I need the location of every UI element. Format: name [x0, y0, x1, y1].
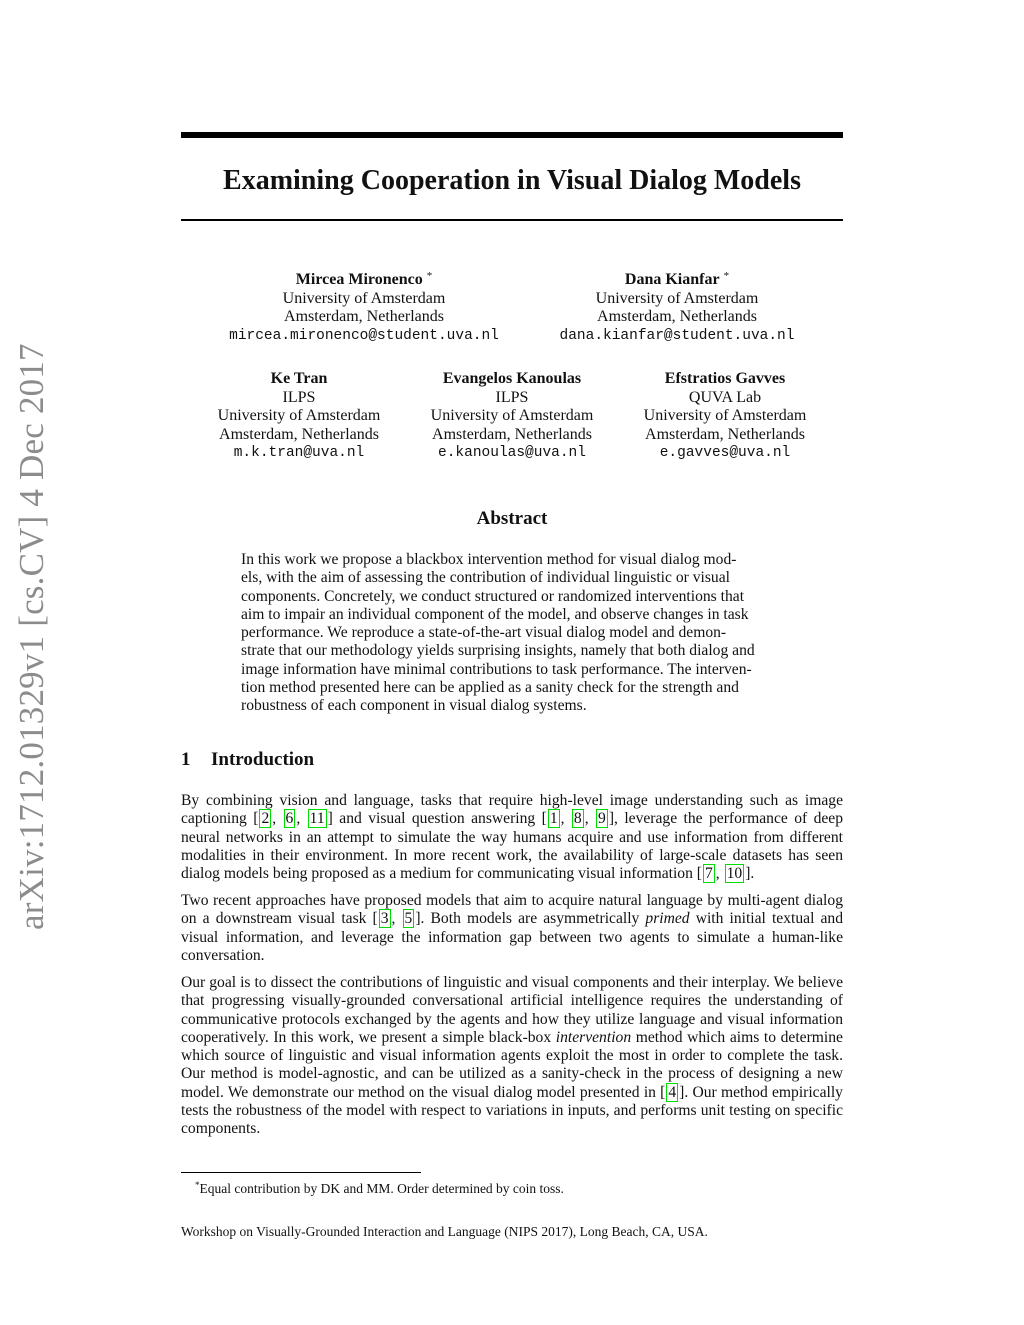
arxiv-identifier: arXiv:1712.01329v1 [cs.CV] 4 Dec 2017: [12, 343, 51, 930]
abstract-line: components. Concretely, we conduct structured or randomized interventions that: [241, 587, 745, 605]
author-email[interactable]: e.kanoulas@uva.nl: [438, 445, 586, 461]
author-affiliation: University of Amsterdam: [595, 289, 759, 307]
paragraph: By combining vision and language, tasks that require high-level image understanding such as image captioning [ 2 , 6 , 11 ] and visual question answering [ 1 , 8 , 9 ], leverage the performance of deep neural networks in an attempt to simulate the way humans acquire and use information from different modalities in their environment. In more recent work, the availability of large-scale datasets has seen dialog models being proposed as a medium for communicating visual information [ 7 , 10 ].: [181, 792, 844, 883]
author-mark: *: [723, 270, 730, 282]
abstract-line: image information have minimal contributions to task performance. The interven-: [241, 660, 752, 678]
author-location: Amsterdam, Netherlands: [432, 425, 592, 443]
abstract-line: strate that our methodology yields surprising insights, namely that both dialog and: [241, 642, 755, 660]
citation-link[interactable]: 8: [573, 810, 582, 828]
author-block: [547, 267, 807, 345]
citation-link[interactable]: 2: [261, 810, 270, 828]
author-lab: QUVA Lab: [688, 388, 762, 406]
abstract-line: performance. We reproduce a state-of-the-art visual dialog model and demon-: [241, 624, 727, 642]
paragraph: Two recent approaches have proposed models that aim to acquire natural language by multi-agent dialog on a downstream visual task [ 3 , 5 ]. Both models are asymmetrically primed with initial textual and visual information, and leverage the information gap between two agents to simulate a human-like conversation.: [181, 892, 844, 964]
author-location: Amsterdam, Netherlands: [284, 308, 444, 325]
author-location: Amsterdam, Netherlands: [645, 425, 805, 443]
author-email[interactable]: m.k.tran@uva.nl: [233, 445, 365, 461]
title-bottom-rule: [181, 219, 843, 221]
citation-link[interactable]: 4: [668, 1083, 677, 1101]
author-mark: *: [426, 270, 433, 282]
author-affiliation: University of Amsterdam: [282, 289, 446, 307]
author-affiliation: University of Amsterdam: [217, 407, 381, 424]
author-name: Efstratios Gavves: [664, 370, 786, 387]
abstract-line: aim to impair an individual component of the model, and observe changes in task: [241, 605, 749, 623]
paragraph: Our goal is to dissect the contributions of linguistic and visual components and their interplay. We believe that progressing visually-grounded conversational artificial intelligence requires the understanding of communicative protocols exchanged by the agents and how they utilize language and visual information cooperatively. In this work, we present a simple black-box intervention method which aims to determine which source of linguistic and visual information agents exploit the most in order to complete the task. Our method is model-agnostic, and can be utilized as a sanity-check in the process of designing a new model. We demonstrate our method on the visual dialog model presented in [ 4 ]. Our method empirically tests the robustness of the model with respect to variations in inputs, and performs unit testing on specific components.: [181, 974, 843, 1138]
abstract-line: els, with the aim of assessing the contribution of individual linguistic or visual: [241, 569, 730, 587]
abstract-line: robustness of each component in visual dialog systems.: [241, 697, 587, 715]
author-location: Amsterdam, Netherlands: [219, 425, 379, 443]
author-lab: ILPS: [282, 388, 316, 406]
footnote: [195, 1177, 564, 1197]
venue-note: Workshop on Visually-Grounded Interaction and Language (NIPS 2017), Long Beach, CA, USA.: [181, 1224, 708, 1239]
footnote-mark: *: [195, 1180, 200, 1190]
author-block: [214, 267, 514, 345]
author-email[interactable]: dana.kianfar@student.uva.nl: [559, 327, 795, 344]
author-email[interactable]: e.gavves@uva.nl: [659, 445, 791, 461]
abstract-line: tion method presented here can be applied as a sanity check for the strength and: [241, 679, 739, 697]
footnote-rule: [181, 1172, 421, 1173]
citation-link[interactable]: 5: [404, 910, 413, 928]
author-name: Ke Tran: [270, 370, 328, 387]
citation-link[interactable]: 6: [285, 810, 294, 828]
citation-link[interactable]: 9: [598, 810, 606, 828]
citation-link[interactable]: 1: [549, 810, 558, 828]
author-name: Evangelos Kanoulas: [442, 370, 582, 387]
author-block: [625, 370, 825, 463]
author-affiliation: University of Amsterdam: [430, 407, 594, 424]
citation-link[interactable]: 10: [726, 865, 743, 883]
author-name: Mircea Mironenco: [295, 271, 423, 288]
author-block: [199, 370, 399, 463]
paper-title: Examining Cooperation in Visual Dialog Models: [223, 165, 801, 196]
title-top-rule: [181, 132, 843, 138]
author-location: Amsterdam, Netherlands: [597, 308, 757, 325]
author-lab: ILPS: [495, 388, 529, 406]
abstract-body: [241, 551, 785, 716]
footnote-text: Equal contribution by DK and MM. Order determined by coin toss.: [199, 1181, 564, 1196]
author-email[interactable]: mircea.mironenco@student.uva.nl: [229, 327, 499, 344]
section-title: Introduction: [211, 749, 315, 770]
citation-link[interactable]: 7: [705, 865, 713, 883]
abstract-heading: Abstract: [476, 508, 548, 529]
author-affiliation: University of Amsterdam: [643, 407, 807, 424]
section-heading: [181, 749, 314, 771]
author-name: Dana Kianfar: [624, 271, 720, 288]
abstract-line: In this work we propose a blackbox intervention method for visual dialog mod-: [241, 551, 737, 568]
author-block: [412, 370, 612, 463]
section-number: 1: [181, 749, 191, 770]
citation-link[interactable]: 3: [380, 910, 389, 928]
citation-link[interactable]: 11: [309, 810, 325, 828]
